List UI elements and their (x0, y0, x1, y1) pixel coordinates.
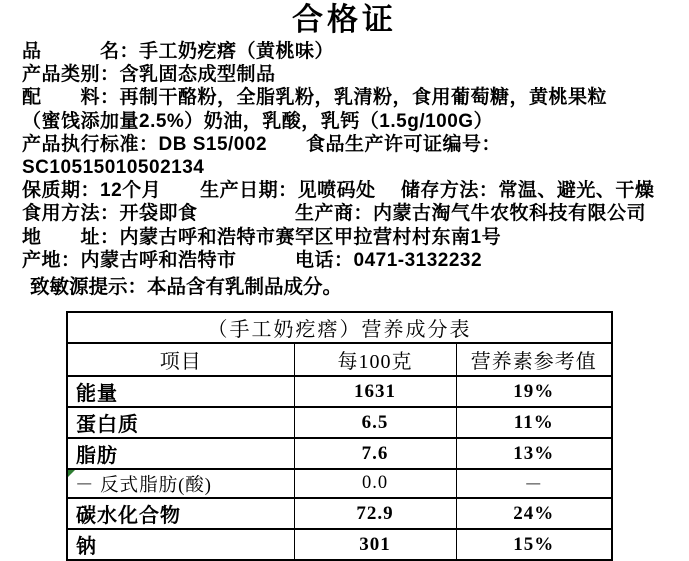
nutrition-row-carbohydrate (67, 498, 612, 529)
nutrition-row-sodium (67, 529, 612, 560)
nutrition-table-title-row (67, 312, 612, 343)
nutrition-row-fat (67, 438, 612, 469)
allergen-notice: 致敏源提示：本品含有乳制品成分。 (30, 276, 343, 299)
nutrient-name-cell: 钠 (67, 529, 294, 560)
column-header-item: 项目 (67, 343, 294, 376)
nutrient-name-label: － 反式脂肪(酸) (75, 475, 212, 496)
nutrition-table-header-row (67, 343, 612, 376)
standard-and-license-line: 产品执行标准：DB S15/002 食品生产许可证编号：SC10515010502134 (22, 133, 502, 179)
nutrition-row-energy (67, 376, 612, 407)
nrv-cell: 19% (456, 376, 612, 407)
per-100g-cell: 301 (294, 529, 456, 560)
nutrient-name-cell (67, 469, 294, 498)
shelf-life-storage-line: 保质期：12个月 生产日期：见喷码处 储存方法：常温、避光、干燥 (22, 180, 655, 202)
nutrient-name-cell: 蛋白质 (67, 407, 294, 438)
column-header-nrv: 营养素参考值 (456, 343, 612, 376)
per-100g-cell: 6.5 (294, 407, 456, 438)
nutrient-name-cell: 碳水化合物 (67, 498, 294, 529)
nrv-cell: 11% (456, 407, 612, 438)
per-100g-cell: 0.0 (294, 469, 456, 498)
cell-corner-flag-marker (68, 470, 75, 477)
column-header-per-100g: 每100克 (294, 343, 456, 376)
nrv-cell: 24% (456, 498, 612, 529)
address-line: 地 址：内蒙古呼和浩特市赛罕区甲拉营村村东南1号 (22, 226, 502, 248)
product-name-line: 品 名：手工奶疙瘩（黄桃味） (22, 41, 335, 62)
ingredients-continuation-line: （蜜饯添加量2.5%）奶油，乳酸，乳钙（1.5g/100G） (22, 110, 494, 132)
product-category-line: 产品类别：含乳固态成型制品 (22, 64, 276, 86)
per-100g-cell: 72.9 (294, 498, 456, 529)
nrv-cell: － (456, 469, 612, 498)
per-100g-cell: 7.6 (294, 438, 456, 469)
nrv-cell: 15% (456, 529, 612, 560)
ingredients-line: 配 料：再制干酪粉，全脂乳粉，乳清粉，食用葡萄糖，黄桃果粒 (22, 87, 608, 109)
usage-and-producer-line: 食用方法：开袋即食 生产商：内蒙古淘气牛农牧科技有限公司 (22, 203, 647, 225)
nrv-cell: 13% (456, 438, 612, 469)
nutrient-name-cell: 能量 (67, 376, 294, 407)
nutrition-table-title: （手工奶疙瘩）营养成分表 (67, 312, 612, 343)
nutrition-row-trans-fat (67, 469, 612, 498)
nutrition-table (66, 311, 613, 561)
page-title: 合格证 (292, 2, 397, 37)
product-info-block (22, 40, 683, 272)
certificate-page (0, 2, 689, 559)
nutrient-name-cell: 脂肪 (67, 438, 294, 469)
per-100g-cell: 1631 (294, 376, 456, 407)
nutrition-row-protein (67, 407, 612, 438)
origin-and-phone-line: 产地：内蒙古呼和浩特市 电话：0471-3132232 (22, 249, 483, 271)
